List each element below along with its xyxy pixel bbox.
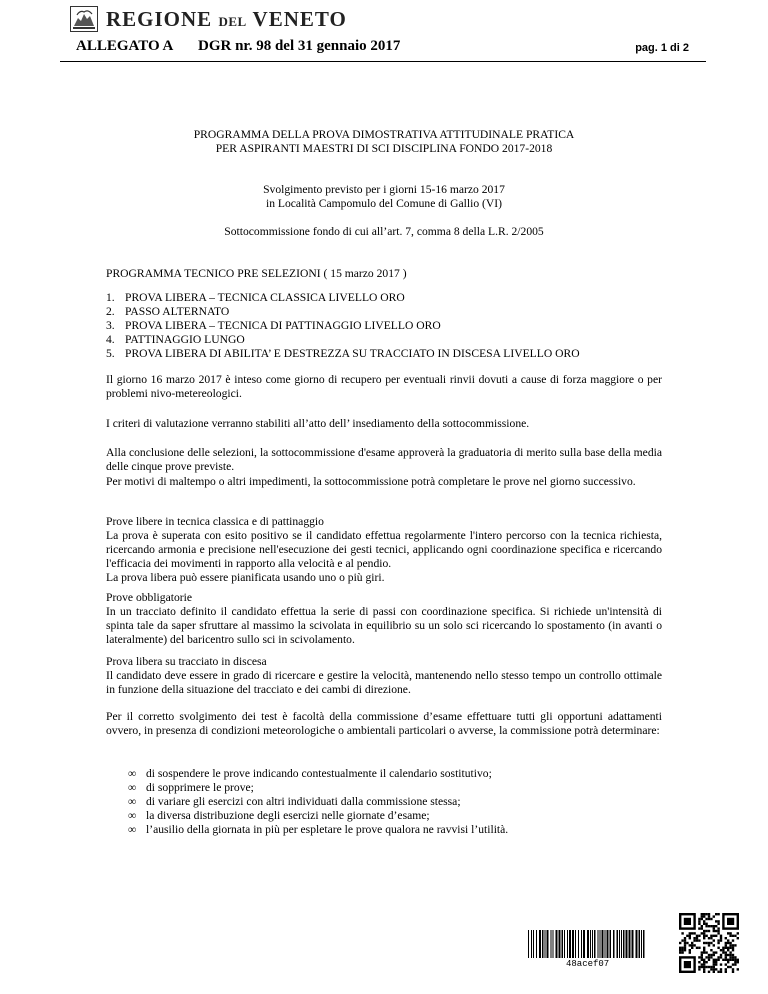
list-item: 5. PROVA LIBERA DI ABILITA’ E DESTREZZA SU TRACCIATO IN DISCESA LIVELLO ORO (106, 347, 580, 360)
allegato-label: ALLEGATO A (76, 38, 174, 54)
section-heading: Prove libere in tecnica classica e di pattinaggio (106, 515, 324, 528)
list-item: 3. PROVA LIBERA – TECNICA DI PATTINAGGIO LIVELLO ORO (106, 319, 441, 332)
list-item: ∞ di sospendere le prove indicando contestualmente il calendario sostitutivo; (128, 767, 492, 780)
section-body: La prova è superata con esito positivo se il candidato effettua regolarmente l'intero percorso con la tecnica richiesta, ricercando armonia e precisione nell'esecuzione dei gesti tecnici, applicando ogni coordinazione specifica e ricercando l'efficacia dei movimenti in rapporto alla velocità e al pendio. (106, 529, 662, 570)
header-divider (60, 61, 706, 62)
document-title: PROGRAMMA DELLA PROVA DIMOSTRATIVA ATTITUDINALE PRATICA PER ASPIRANTI MAESTRI DI SCI DISCIPLINA FONDO 2017-2018 (193, 128, 575, 155)
list-item: ∞ l’ausilio della giornata in più per espletare le prove qualora ne ravvisi l’utilità. (128, 823, 509, 836)
recovery-paragraph: Il giorno 16 marzo 2017 è inteso come giorno di recupero per eventuali rinvii dovuti a cause di forza maggiore o per problemi nivo-metereologici. (106, 373, 662, 400)
list-item: 2. PASSO ALTERNATO (106, 305, 230, 318)
section-heading: Prova libera su tracciato in discesa (106, 655, 267, 668)
subcommission-note: Sottocommissione fondo di cui all’art. 7, comma 8 della L.R. 2/2005 (224, 225, 544, 238)
barcode-icon (528, 930, 648, 958)
section-mandatory-tests (106, 591, 662, 647)
section-body: Il candidato deve essere in grado di ricercare e gestire la velocità, mantenendo nello stesso tempo un controllo ottimale in funzione della situazione del tracciato e dei cambi di direzione. (106, 669, 662, 696)
list-item: 1. PROVA LIBERA – TECNICA CLASSICA LIVELLO ORO (106, 291, 405, 304)
list-item: 4. PATTINAGGIO LUNGO (106, 333, 245, 346)
closing-intro: Per il corretto svolgimento dei test è facoltà della commissione d’esame effettuare tutti gli opportuni adattamenti ovvero, in presenza di condizioni meteorologiche o ambientali particolari o avverse, la commissione potrà determinare: (106, 710, 662, 737)
qr-code-icon (679, 913, 739, 973)
program-list (106, 291, 580, 361)
section-body: In un tracciato definito il candidato effettua la serie di passi con coordinazione specifica. Si richiede un'intensità di spinta tale da saper sfruttare al massimo la scivolata in equilibrio su un solo sci ricercando lo spostamento (in avanti o lateralmente) del baricentro sullo sci in scivolamento. (106, 605, 662, 646)
list-item: ∞ di sopprimere le prove; (128, 781, 254, 794)
list-item: ∞ di variare gli esercizi con altri individuati dalla commissione stessa; (128, 795, 461, 808)
lion-of-saint-mark-icon (70, 6, 98, 32)
section-free-tests (106, 515, 662, 585)
dgr-reference: DGR nr. 98 del 31 gennaio 2017 (198, 38, 401, 54)
criteria-paragraph: I criteri di valutazione verranno stabiliti all’atto dell’ insediamento della sottocommissione. (106, 417, 530, 430)
schedule-info: Svolgimento previsto per i giorni 15-16 marzo 2017 in Località Campomulo del Comune di Gallio (VI) (263, 183, 505, 210)
section-extra: La prova libera può essere pianificata usando uno o più giri. (106, 571, 385, 584)
ranking-paragraph: Alla conclusione delle selezioni, la sottocommissione d'esame approverà la graduatoria di merito sulla base della media delle cinque prove previste. (106, 446, 662, 473)
list-item: ∞ la diversa distribuzione degli esercizi nelle giornate d’esame; (128, 809, 430, 822)
section-heading: Prove obbligatorie (106, 591, 192, 604)
closing-list (128, 767, 508, 837)
program-heading: PROGRAMMA TECNICO PRE SELEZIONI ( 15 marzo 2017 ) (106, 267, 407, 280)
weather-paragraph: Per motivi di maltempo o altri impedimenti, la sottocommissione potrà completare le prove nel giorno successivo. (106, 475, 636, 488)
region-logo (70, 6, 347, 32)
section-downhill-test (106, 655, 662, 697)
barcode-label: 48acef07 (566, 959, 610, 969)
page-number: pag. 1 di 2 (635, 42, 689, 54)
region-name: REGIONE DEL VENETO (106, 6, 347, 31)
